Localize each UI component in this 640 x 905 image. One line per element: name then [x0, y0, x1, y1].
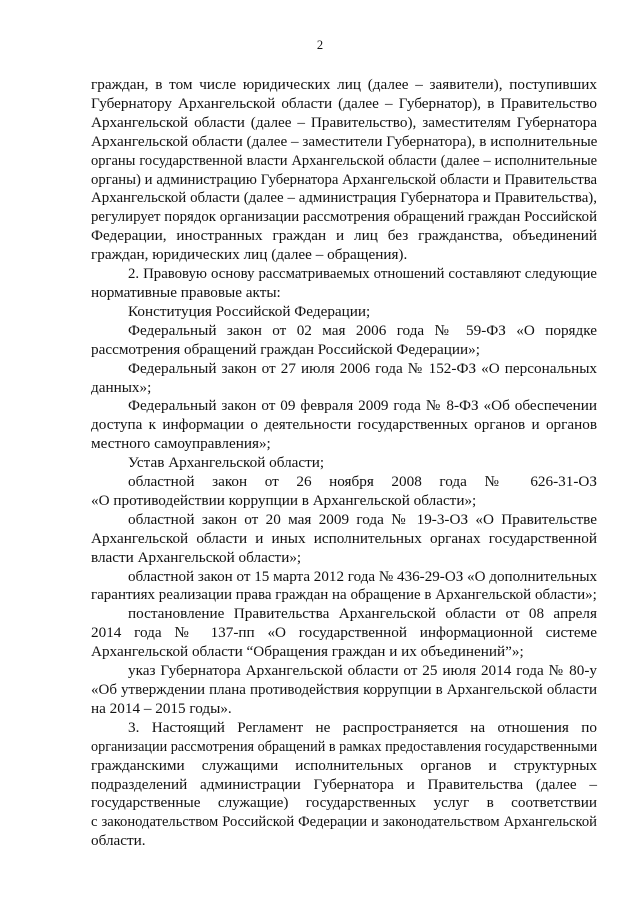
text-line: местного самоуправления»;: [91, 435, 271, 453]
text-line: Губернатору Архангельской области (далее – Губернатор), в Правительство: [91, 94, 597, 112]
text-line: «О противодействии коррупции в Архангельской области»;: [91, 491, 477, 509]
text-line: областной закон от 26 ноября 2008 года № 626-31-ОЗ: [128, 473, 597, 491]
text-line: Архангельской области “Обращения граждан и их объединений”»;: [91, 643, 524, 661]
text-line: Федеральный закон от 09 февраля 2009 года № 8-ФЗ «Об обеспечении: [128, 397, 597, 415]
text-line: указ Губернатора Архангельской области от 25 июля 2014 года № 80-у: [128, 662, 597, 680]
document-body: [91, 76, 597, 851]
text-line: гражданскими служащими исполнительных органов и структурных: [91, 756, 597, 774]
text-line: рассмотрения обращений граждан Российской Федерации»;: [91, 340, 480, 358]
paragraph-legal-act: [91, 397, 597, 454]
paragraph-item-2: [91, 265, 597, 303]
text-line: государственные служащие) государственных услуг в соответствии: [91, 794, 597, 812]
text-line: Архангельской области (далее – администрация Губернатора и Правительства),: [91, 190, 597, 207]
paragraph-legal-act: [91, 303, 597, 322]
text-line: областной закон от 15 марта 2012 года № 436-29-ОЗ «О дополнительных: [128, 568, 598, 585]
text-line: организации рассмотрения обращений в рамках предоставления государственными: [91, 738, 598, 755]
text-line: Архангельской области и иных исполнительных органах государственной: [91, 529, 597, 547]
text-line: постановление Правительства Архангельской области от 08 апреля: [128, 605, 597, 623]
text-line: с законодательством Российской Федерации и законодательством Архангельской: [91, 814, 597, 831]
paragraph-legal-act: [91, 605, 597, 662]
paragraph-legal-act: [91, 568, 597, 606]
text-line: Федеральный закон от 02 мая 2006 года № 59-ФЗ «О порядке: [128, 321, 597, 339]
text-line: на 2014 – 2015 годы».: [91, 699, 232, 717]
text-line: гарантиях реализации права граждан на обращение в Архангельской области»;: [91, 587, 597, 604]
paragraph-legal-act: [91, 511, 597, 568]
text-line: Федерации, иностранных граждан и лиц без гражданства, объединений: [91, 227, 597, 245]
text-line: Архангельской области (далее – заместители Губернатора), в исполнительные: [91, 132, 598, 150]
text-line: 2. Правовую основу рассматриваемых отношений составляют следующие: [128, 266, 597, 283]
text-line: областной закон от 20 мая 2009 года № 19-3-ОЗ «О Правительстве: [128, 510, 597, 528]
text-line: Архангельской области (далее – Правительство), заместителям Губернатора: [91, 113, 597, 131]
paragraph-legal-act: [91, 662, 597, 719]
text-line: Устав Архангельской области;: [128, 454, 325, 472]
paragraph-legal-act: [91, 473, 597, 511]
text-line: органы государственной власти Архангельской области (далее – исполнительные: [91, 152, 597, 169]
text-line: области.: [91, 832, 146, 850]
text-line: регулирует порядок организации рассмотрения обращений граждан Российской: [91, 209, 597, 226]
paragraph-legal-act: [91, 360, 597, 398]
text-line: данных»;: [91, 378, 152, 396]
paragraph-legal-act: [91, 322, 597, 360]
text-line: граждан, юридических лиц (далее – обращения).: [91, 246, 408, 264]
text-line: Федеральный закон от 27 июля 2006 года № 152-ФЗ «О персональных: [128, 359, 597, 377]
text-line: 2014 года № 137-пп «О государственной информационной системе: [91, 624, 597, 642]
text-line: нормативные правовые акты:: [91, 283, 281, 301]
page-number: 2: [316, 38, 324, 52]
text-line: граждан, в том числе юридических лиц (далее – заявители), поступивших: [91, 76, 597, 93]
text-line: подразделений администрации Губернатора и Правительства (далее –: [91, 775, 597, 793]
text-line: 3. Настоящий Регламент не распространяется на отношения по: [128, 718, 597, 736]
text-line: Конституция Российской Федерации;: [128, 302, 371, 320]
text-line: «Об утверждении плана противодействия коррупции в Архангельской области: [91, 682, 597, 698]
text-line: органы) и администрацию Губернатора Архангельской области и Правительства: [91, 171, 597, 188]
text-line: доступа к информации о деятельности государственных органов и органов: [91, 416, 597, 434]
text-line: власти Архангельской области»;: [91, 548, 302, 566]
paragraph-continuation: [91, 76, 597, 265]
paragraph-item-3: [91, 719, 597, 851]
paragraph-legal-act: [91, 454, 597, 473]
